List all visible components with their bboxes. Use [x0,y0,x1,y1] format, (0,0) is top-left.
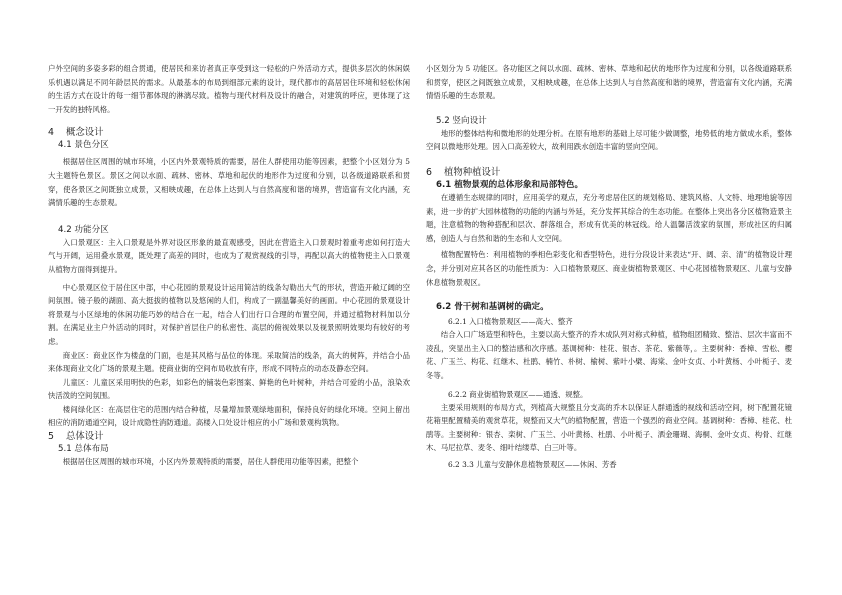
section-5-1-heading: 5.1 总体布局 [58,444,109,455]
section-number: 5 [48,431,54,443]
continued-paragraph: 小区划分为 5 功能区。各功能区之间以水面、疏林、密林、草地和起伏的地形作为过度和分别，以各级道路联系和贯穿，使区之间既独立成景，又相映成趣，在总体上达到人与自然高度和谐的境界，营造富有文化内涵，充满情悟乐趣的生态景观。 [426,64,792,101]
intro-paragraph: 户外空间的多姿多彩的组合贯通，使居民和来访者真正享受到这一轻松的户外活动方式，提供多层次的休闲娱乐机遇以满足不同年龄层民的需求。从最基本的布局到细部元素的设计，现代都市的高居居住环境和轻松休闲的生活方式在设计的每一细节都体现的淋漓尽致。植物与现代材料及设计的融合，对建筑的呼应，更体现了这一开发的独特风格。 [48,64,410,114]
section-6-2-2-paragraph: 主要采用规则的布局方式，列植高大规整且分支高的乔木以保证人群通透的视线和活动空间，树下配置花镜花箱里配置精美的观赏草花，规整而又大气的植物配置，营造一个强烈的商业空间。基调树种：香樟、桂花、杜鹃等。主要树种：银杏、栾树、广玉兰、小叶黄杨、杜鹃、小叶栀子、洒金珊瑚、海桐、金叶女贞、构骨、红继木、马尼拉草、麦冬、细叶结缕草、白三叶等。 [426,402,792,453]
section-5-1-paragraph: 根据居住区周围的城市环境，小区内外景观特质的需要，居住人群使用功能等因素，把整个 [62,457,359,467]
children-area-paragraph: 儿童区：儿童区采用明快的色彩，如彩色的铺装色彩图案、鲜艳的色叶树种，并结合可爱的小品，浪染欢快活泼的空间氛围。 [48,377,410,401]
section-6-2-3-heading: 6.2 3.3 儿童与安静休息植物景观区——休闲、芳香 [448,459,617,469]
section-4-2-heading: 4.2 功能分区 [58,224,109,235]
section-6-2-heading: 6.2 骨干树和基调树的确定。 [436,302,549,313]
section-5-heading [48,430,410,443]
section-4-1-paragraph: 根据居住区周围的城市环境，小区内外景观特质的需要，居住人群使用功能等因素，把整个小区划分为 5 大主题特色景区。景区之间以水面、疏林、密林、草地和起伏的地形作为过度和分别，以各级道路联系和贯穿，使各景区之间既独立成景，又相映成趣，在总体上达到人与自然高度和谐的境界，营造富有文化内涵，充满情乐趣的生态景观。 [48,157,410,208]
right-column [426,62,792,471]
section-6-2-2-heading: 6.2.2 商业街植物景观区——通透、规整。 [448,389,588,399]
central-area-paragraph: 中心景观区位于居住区中部，中心花园的景观设计运用简洁的线条勾勒出大气的形状，营造开敞辽阔的空间氛围。镜子般的湖面、高大挺拔的植物以及悠闲的人们，构成了一副温馨美好的画面。中心花园的景观设计将景观与小区绿地的休闲功能巧妙的结合在一起，结合人们出行口合理的布置空间，并通过植物材料加以分割。在满足业主户外活动的同时，对保护首层住户的私密性、高层的俯视效果以及视景照明效果均有较好的考虑。 [48,282,410,346]
section-number: 4 [48,127,54,139]
section-6-2-1-heading: 6.2.1 入口植物景观区——高大、整齐 [448,317,573,327]
section-number: 6 [426,166,432,178]
section-5-2-heading: 5.2 竖向设计 [436,115,487,126]
commercial-area-paragraph: 商业区：商业区作为楼盘的门面，也是其风格与品位的体现。采取简洁的线条，高大的树阵，并结合小品来体现商业文化广场的景观主题。使商业街的空间布局收放有序，形成不同特点的动态及静态空间。 [48,350,410,374]
entrance-area-paragraph: 入口景观区：主入口景观是外界对设区形象的最直观感受，因此在营造主入口景观时着重考虑如何打造大气与开阔，运用叠水景观，既处理了高差的同时，也成为了观赏视线的引导，再配以高大的植物使主入口景观从植物方面得到提升。 [48,237,410,274]
green-area-paragraph: 楼间绿化区：在高层住宅的范围内结合种植，尽量增加景观绿地面积，保持良好的绿化环境。空间上留出相应的消防通道空间，设计成隐性消防通道。高楼入口处设计相应的小广场和景观构筑物。 [48,404,410,428]
section-title: 植物种植设计 [444,166,501,178]
section-4-1-heading: 4.1 景色分区 [58,140,109,151]
section-6-2-1-paragraph: 结合入口广场造型和特色，主要以高大整齐的乔木成队列对称式种植，植物组团精致、整洁、层次丰富而不凌乱，突显出主入口的整洁感和次序感。基调树种：桂花、银杏、茶花、紫薇等，。主要树种：香樟、雪松、樱花、广玉兰、构花、红继木、杜鹃、楠竹、朴树、榆树、紫叶小檗、海棠、金叶女贞、小叶黄杨、小叶栀子、麦冬等。 [426,330,792,380]
section-4-heading [48,126,410,139]
section-title: 总体设计 [66,431,104,443]
section-6-1-paragraph: 在遵循生态规律的同时，应用美学的观点，充分考虑居住区的规划格局、建筑风格、人文特、地理地貌等因素，进一步的扩大园林植物的功能的内涵与外延，充分发挥其综合的生态功能。在整体上突出各分区植物造景主题，注意植物的物种搭配和层次、群落组合，形成有优美的林冠线。给人温馨活泼家的氛围，形成社区的归属感，创造人与自然和谐的生态和人文空间。 [426,192,792,243]
section-5-2-paragraph: 地形的整体结构和微地形的处理分析。在原有地形的基础上尽可能少做调整，地势低的地方做成水系，整体空间以微地形处理。因入口高差较大，故利用跌水创造丰富的竖向空间。 [426,128,792,152]
section-6-heading [426,166,792,179]
section-6-1-heading: 6.1 植物景观的总体形象和局部特色。 [436,179,584,190]
planting-features-paragraph: 植物配置特色：利用植物的季相色彩变化和香型特色，进行分段设计来表达“开、阔、亲、清”的植物设计理念，并分别对应其各区的功能性质为：入口植物景观区、商业街植物景观区、中心花园植物景观区、儿童与安静休息植物景观区。 [426,250,792,287]
section-title: 概念设计 [66,127,104,139]
left-column [48,62,410,469]
